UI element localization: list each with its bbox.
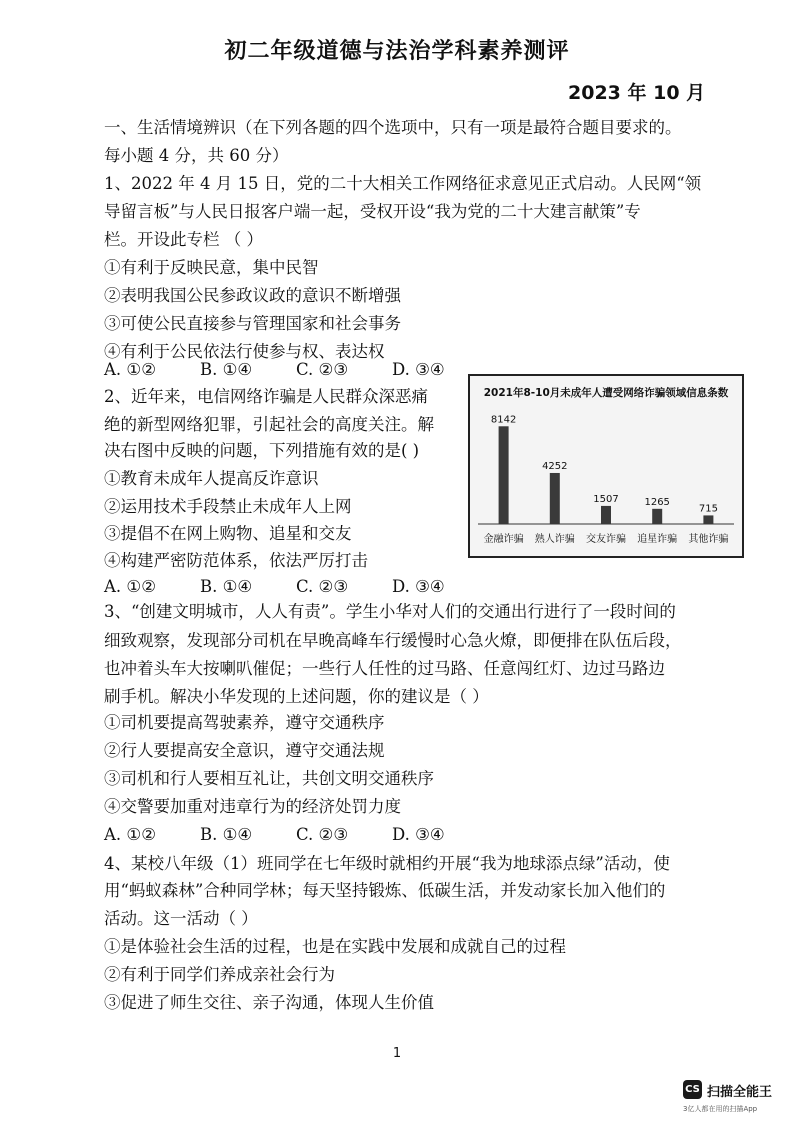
q2-options	[104, 573, 488, 601]
chart-bar	[652, 509, 662, 524]
chart-data-label: 8142	[490, 414, 517, 426]
q2-item-2: ②运用技术手段禁止未成年人上网	[104, 497, 352, 516]
section-heading-line1: 一、生活情境辨识（在下列各题的四个选项中，只有一项是最符合题目要求的。	[104, 118, 682, 137]
q3-item-3: ③司机和行人要相互礼让，共创文明交通秩序	[104, 769, 434, 788]
q1-option-b: B. ①④	[200, 360, 253, 379]
q3-option-d: D. ③④	[392, 825, 445, 844]
chart-data-label: 1265	[644, 496, 670, 508]
chart-category-label: 其他诈骗	[688, 534, 729, 545]
scanner-slogan: 3亿人都在用的扫描App	[683, 1105, 758, 1113]
q2-stem-line1: 2、近年来，电信网络诈骗是人民群众深恶痛	[104, 387, 428, 406]
q4-item-3: ③促进了师生交往、亲子沟通，体现人生价值	[104, 993, 434, 1012]
q1-item-2: ②表明我国公民参政议政的意识不断增强	[104, 286, 401, 305]
section-heading-line2: 每小题 4 分，共 60 分）	[104, 146, 289, 165]
q1-option-a: A. ①②	[104, 360, 156, 379]
q3-option-a: A. ①②	[104, 825, 156, 844]
q4-stem-line2: 用“蚂蚁森林”合种同学林；每天坚持锻炼、低碳生活，并发动家长加入他们的	[104, 881, 666, 900]
q1-item-3: ③可使公民直接参与管理国家和社会事务	[104, 314, 401, 333]
q4-stem-line3: 活动。这一活动（ ）	[104, 909, 258, 928]
q3-stem-line4: 刷手机。解决小华发现的上述问题，你的建议是（ ）	[104, 687, 489, 706]
q3-item-2: ②行人要提高安全意识，遵守交通法规	[104, 741, 385, 760]
scanner-watermark	[683, 1080, 789, 1116]
exam-title: 初二年级道德与法治学科素养测评	[224, 39, 570, 64]
q1-option-d: D. ③④	[392, 360, 445, 379]
q2-option-b: B. ①④	[200, 577, 253, 596]
q2-option-a: A. ①②	[104, 577, 156, 596]
q2-item-3: ③提倡不在网上购物、追星和交友	[104, 524, 352, 543]
chart-category-label: 追星诈骗	[637, 534, 678, 545]
chart-data-label: 715	[698, 503, 718, 515]
q2-stem-line2: 绝的新型网络犯罪，引起社会的高度关注。解	[104, 415, 434, 434]
q1-stem-line2: 导留言板”与人民日报客户端一起，受权开设“我为党的二十大建言献策”专	[104, 202, 641, 221]
q4-item-2: ②有利于同学们养成亲社会行为	[104, 965, 335, 984]
q3-item-1: ①司机要提高驾驶素养，遵守交通秩序	[104, 713, 385, 732]
scanner-app-name: 扫描全能王	[707, 1085, 773, 1100]
page-number: 1	[392, 1046, 402, 1061]
chart-data-label: 4252	[542, 460, 568, 472]
q3-stem-line3: 也冲着头车大按喇叭催促；一些行人任性的过马路、任意闯红灯、边过马路边	[104, 659, 665, 678]
q1-options	[104, 356, 488, 384]
scanner-logo-icon: CS	[683, 1080, 702, 1099]
q1-item-4: ④有利于公民依法行使参与权、表达权	[104, 342, 385, 361]
q1-option-c: C. ②③	[296, 360, 349, 379]
q2-option-d: D. ③④	[392, 577, 445, 596]
q4-stem-line1: 4、某校八年级（1）班同学在七年级时就相约开展“我为地球添点绿”活动，使	[104, 854, 670, 873]
q1-item-1: ①有利于反映民意，集中民智	[104, 258, 319, 277]
q3-options	[104, 821, 488, 849]
chart-bar	[703, 515, 713, 524]
q4-item-1: ①是体验社会生活的过程，也是在实践中发展和成就自己的过程	[104, 937, 566, 956]
chart-svg	[470, 376, 742, 556]
chart-bar	[601, 506, 611, 524]
chart-category-label: 交友诈骗	[586, 534, 626, 545]
fraud-bar-chart	[468, 374, 744, 558]
q1-stem-line3: 栏。开设此专栏 （ ）	[104, 230, 263, 249]
q2-item-1: ①教育未成年人提高反诈意识	[104, 469, 319, 488]
q3-item-4: ④交警要加重对违章行为的经济处罚力度	[104, 797, 401, 816]
chart-data-label: 1507	[593, 493, 619, 505]
q1-stem-line1: 1、2022 年 4 月 15 日，党的二十大相关工作网络征求意见正式启动。人民网“领	[104, 174, 702, 193]
q3-stem-line2: 细致观察，发现部分司机在早晚高峰车行缓慢时心急火燎，即便排在队伍后段，	[104, 631, 682, 650]
q2-option-c: C. ②③	[296, 577, 349, 596]
chart-bar	[550, 473, 560, 524]
q3-option-c: C. ②③	[296, 825, 349, 844]
chart-category-label: 熟人诈骗	[534, 534, 575, 545]
exam-date: 2023 年 10 月	[568, 82, 706, 104]
chart-category-label: 金融诈骗	[483, 534, 524, 545]
chart-title: 2021年8-10月未成年人遭受网络诈骗领域信息条数	[483, 387, 729, 399]
q2-stem-line3: 决右图中反映的问题，下列措施有效的是( )	[104, 441, 420, 460]
q3-stem-line1: 3、“创建文明城市，人人有责”。学生小华对人们的交通出行进行了一段时间的	[104, 602, 676, 621]
chart-bar	[499, 426, 509, 524]
q3-option-b: B. ①④	[200, 825, 253, 844]
q2-item-4: ④构建严密防范体系，依法严厉打击	[104, 551, 368, 570]
